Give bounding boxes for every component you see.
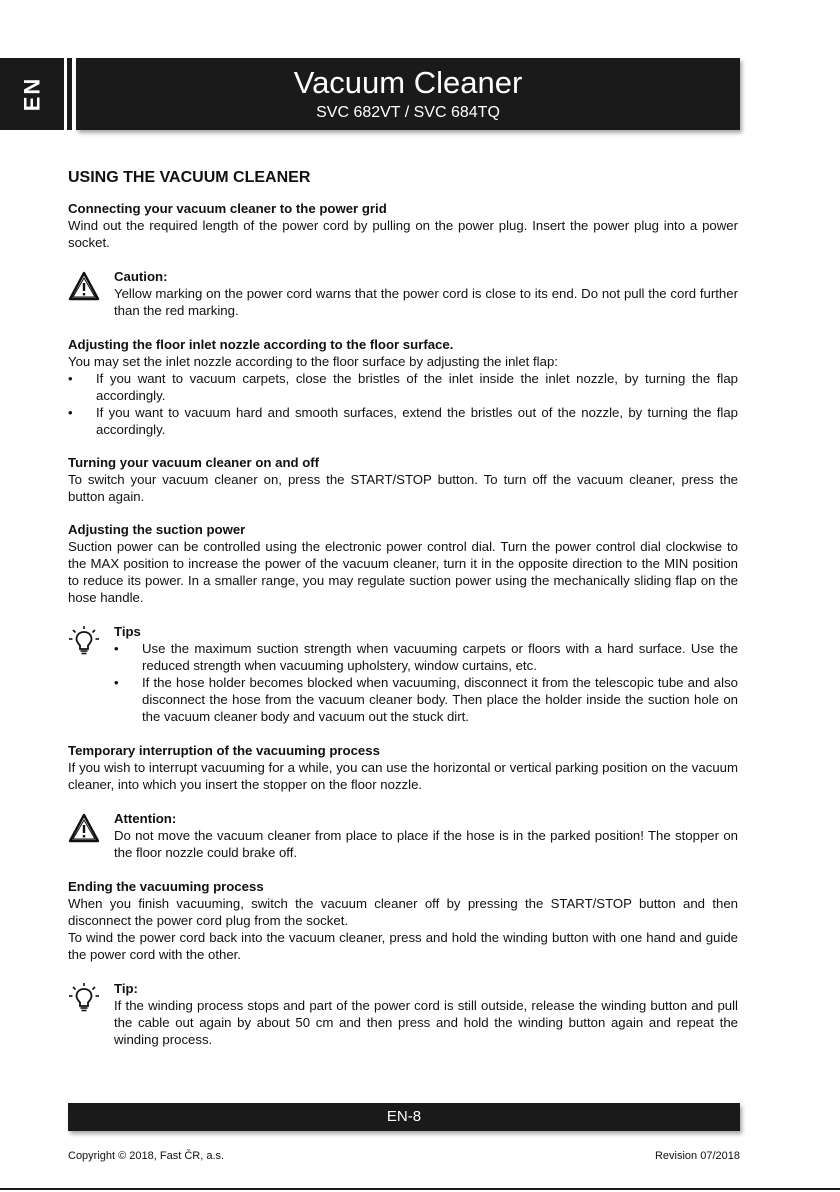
section-text: To wind the power cord back into the vacuum cleaner, press and hold the winding button with one hand and guide the power cord with the other. <box>68 930 738 962</box>
language-divider <box>67 58 72 130</box>
attention-note <box>68 810 738 861</box>
section-text: Wind out the required length of the power cord by pulling on the power plug. Insert the power plug into a power socket. <box>68 218 738 250</box>
section-title: Adjusting the suction power <box>68 522 246 537</box>
bullet: • <box>114 641 119 656</box>
bullet: • <box>68 405 73 420</box>
caution-title: Caution: <box>114 269 168 284</box>
page-header <box>76 58 740 130</box>
page-title: Vacuum Cleaner <box>293 65 523 100</box>
section-floor <box>68 336 738 438</box>
section-text: When you finish vacuuming, switch the vacuum cleaner off by pressing the START/STOP button and then disconnect the power cord plug from the socket. <box>68 896 738 928</box>
section-intro: You may set the inlet nozzle according to the floor surface by adjusting the inlet flap: <box>68 354 558 369</box>
floor-bullet-list <box>68 370 738 438</box>
model-subtitle: SVC 682VT / SVC 684TQ <box>316 104 500 121</box>
language-tab <box>0 58 64 130</box>
tips-bullet-list <box>114 640 738 725</box>
section-title: Temporary interruption of the vacuuming process <box>68 743 380 758</box>
lightbulb-icon <box>68 625 100 657</box>
section-text: If you wish to interrupt vacuuming for a while, you can use the horizontal or vertical parking position on the vacuum cleaner, into which you insert the stopper on the floor nozzle. <box>68 760 738 792</box>
attention-title: Attention: <box>114 811 177 826</box>
lightbulb-icon <box>68 982 100 1014</box>
tip-text: If the winding process stops and part of the power cord is still outside, release the winding button and pull the cable out again by about 50 cm and then press and hold the winding button again and repeat the winding process. <box>114 998 738 1047</box>
warning-triangle-icon <box>68 812 100 844</box>
section-text: Suction power can be controlled using the electronic power control dial. Turn the power control dial clockwise to the MAX position to increase the power of the vacuum cleaner, turn it in the opposite direction to the MIN position to reduce its power. In a smaller range, you may regulate suction power using the mechanically sliding flap on the hose handle. <box>68 539 738 605</box>
section-ending <box>68 878 738 963</box>
page-content <box>68 168 738 1065</box>
revision-text: Revision 07/2018 <box>654 1150 740 1162</box>
caution-text: Yellow marking on the power cord warns that the power cord is close to its end. Do not pull the cord further than the red marking. <box>114 286 738 318</box>
list-item: • If you want to vacuum carpets, close the bristles of the inlet inside the inlet nozzle, by turning the flap accordingly. <box>68 371 738 403</box>
bullet: • <box>68 371 73 386</box>
section-text: To switch your vacuum cleaner on, press the START/STOP button. To turn off the vacuum cleaner, press the button again. <box>68 472 738 504</box>
section-power <box>68 200 738 251</box>
tip-title: Tip: <box>114 981 138 996</box>
tip-note <box>68 980 738 1048</box>
bottom-divider <box>0 1188 840 1190</box>
section-suction <box>68 521 738 606</box>
section-interrupt <box>68 742 738 793</box>
list-item: • If the hose holder becomes blocked when vacuuming, disconnect it from the telescopic tube and also disconnect the hose from the vacuum cleaner body. Then place the holder inside the suction hole on the vacuum cleaner body and vacuum out the stuck dirt. <box>114 675 738 724</box>
bullet: • <box>114 675 119 690</box>
tips-note <box>68 623 738 725</box>
list-item: • If you want to vacuum hard and smooth surfaces, extend the bristles out of the nozzle, by turning the flap accordingly. <box>68 405 738 437</box>
section-title: Adjusting the floor inlet nozzle according to the floor surface. <box>68 337 454 352</box>
section-title: Connecting your vacuum cleaner to the power grid <box>68 201 387 216</box>
page-number: EN-8 <box>386 1108 422 1125</box>
warning-triangle-icon <box>68 270 100 302</box>
section-title: Turning your vacuum cleaner on and off <box>68 455 320 470</box>
caution-note <box>68 268 738 319</box>
tips-title: Tips <box>114 624 141 639</box>
language-label: EN <box>19 76 44 112</box>
section-onoff <box>68 454 738 505</box>
section-title: Ending the vacuuming process <box>68 879 264 894</box>
copyright-text: Copyright © 2018, Fast ČR, a.s. <box>68 1150 225 1162</box>
page-number-bar <box>68 1103 740 1131</box>
list-item: • Use the maximum suction strength when vacuuming carpets or floors with a hard surface. Use the reduced strength when vacuuming upholstery, window curtains, etc. <box>114 641 738 673</box>
main-heading: USING THE VACUUM CLEANER <box>68 169 311 186</box>
attention-text: Do not move the vacuum cleaner from place to place if the hose is in the parked position! The stopper on the floor nozzle could brake off. <box>114 828 738 860</box>
